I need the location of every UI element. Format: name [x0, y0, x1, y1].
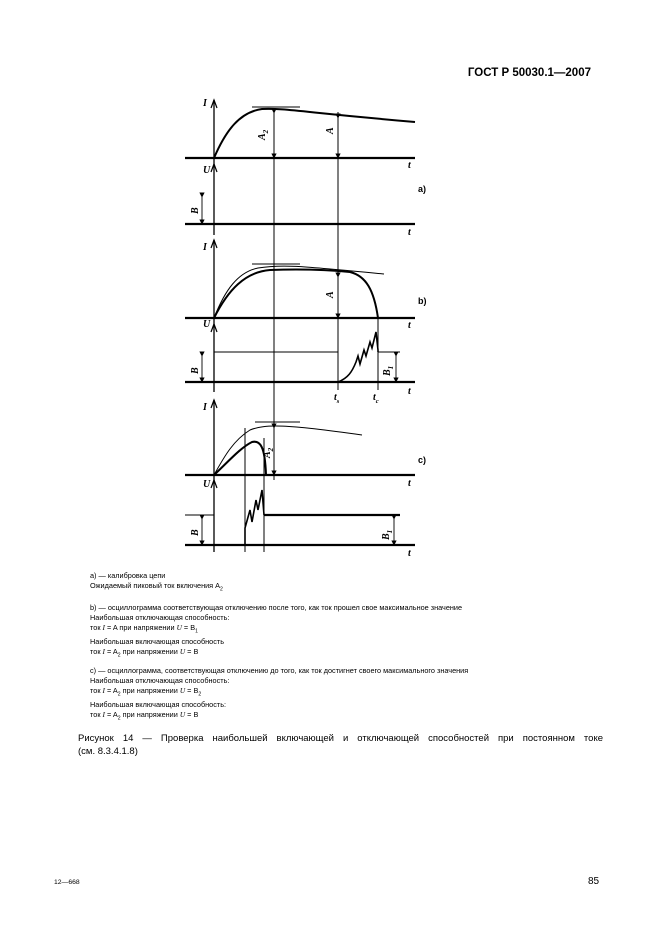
svg-text:I: I — [203, 402, 207, 413]
label-B1: $B_1$ — [382, 365, 395, 376]
voltage-transient-c — [245, 490, 264, 545]
figure-title: Рисунок 14 — Проверка наибольшей включающей и отключающей способностей при постоянном токе (см. 8.3.4.1.8) — [78, 733, 603, 757]
panel-label-a: a) — [418, 184, 427, 194]
svg-text:B1: $B_1$ — [381, 529, 394, 540]
current-curve — [214, 109, 415, 158]
current-curve-c — [214, 442, 266, 475]
panel-a — [185, 98, 426, 238]
caption-c: c) — осциллограмма, соответствующая отключению до того, как ток достигнет своего максимального значения Наибольшая отключающая способность: ток $I = A_2$ при напряжении $U = B_2$ Наибольшая включающая способность: ток $I = A_2$ при напряжении U = B — [90, 666, 469, 722]
svg-text:U: U — [203, 479, 211, 490]
svg-text:t: t — [408, 548, 411, 559]
svg-text:A: A — [325, 291, 336, 298]
svg-text:t: t — [408, 320, 411, 331]
panel-label-b: b) — [418, 296, 427, 306]
caption-a: a) — калибровка цепи Ожидаемый пиковый ток включения $A_2$ — [90, 571, 223, 593]
axis-label-current: I — [203, 98, 207, 109]
axis-label-voltage: U — [203, 165, 211, 176]
panel-b — [185, 240, 427, 405]
svg-text:A2: $A_2$ — [262, 447, 275, 458]
svg-text:t: t — [408, 227, 411, 238]
svg-text:t: t — [408, 478, 411, 489]
svg-text:U: U — [203, 319, 211, 330]
footer-code: 12—668 — [54, 879, 80, 886]
panel-c — [185, 400, 426, 559]
current-curve-b — [214, 270, 378, 318]
label-ts: $t_s$ — [334, 392, 340, 405]
label-A: A — [325, 127, 336, 134]
label-B: B — [190, 207, 201, 214]
voltage-transient-b — [338, 332, 378, 382]
label-tc: $t_c$ — [373, 392, 379, 405]
caption-b: b) — осциллограмма соответствующая отключению после того, как ток прошел свое максимальное значение Наибольшая отключающая способность: ток I = A при напряжении $U = B_1$ Наибольшая включающая способность ток $I = A_2$ при напряжении U = B — [90, 603, 463, 659]
svg-text:B: B — [190, 367, 201, 374]
document-header: ГОСТ Р 50030.1—2007 — [467, 67, 591, 79]
label-A2: $A_2$ — [257, 129, 270, 140]
axis-label-time: t — [408, 160, 411, 171]
svg-text:B: B — [190, 529, 201, 536]
page-number: 85 — [588, 876, 600, 887]
svg-text:I: I — [203, 242, 207, 253]
panel-label-c: c) — [418, 455, 427, 465]
svg-text:t: t — [408, 386, 411, 397]
